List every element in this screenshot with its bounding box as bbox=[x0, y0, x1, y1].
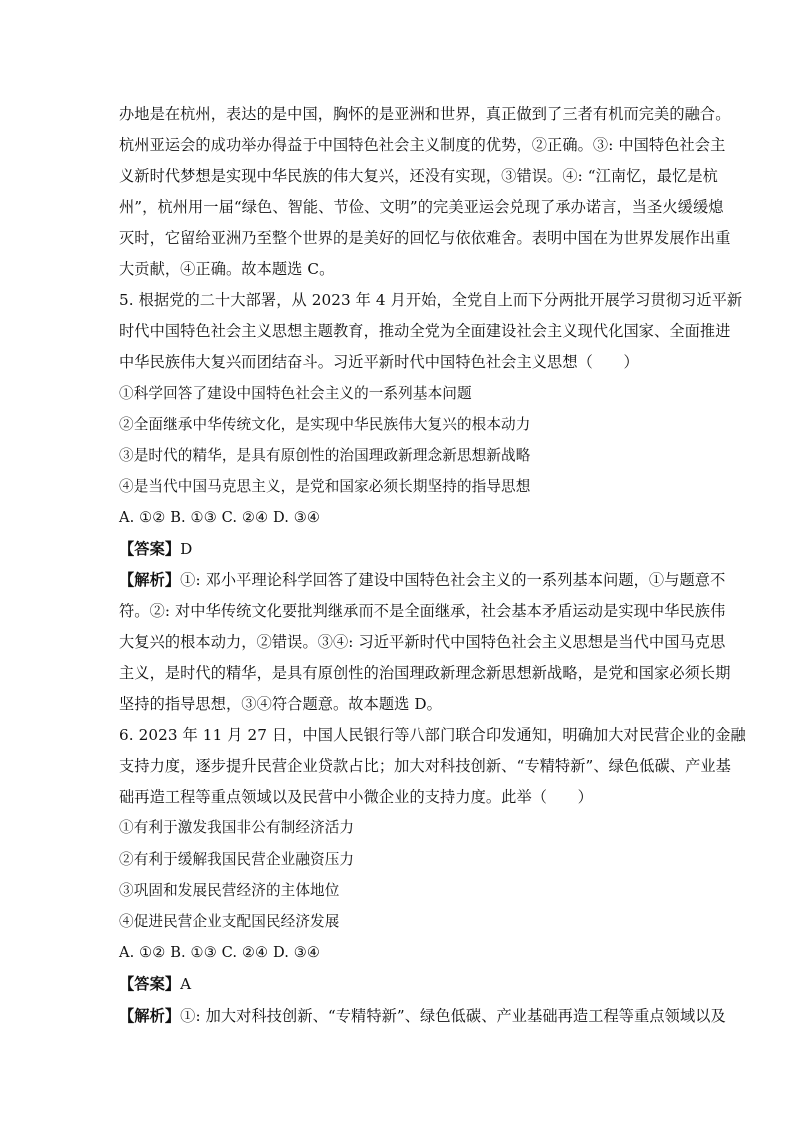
answer-label: 【答案】 bbox=[119, 975, 181, 993]
paragraph-line: 办地是在杭州，表达的是中国，胸怀的是亚洲和世界，真正做到了三者有机而完美的融合。 bbox=[119, 105, 731, 123]
analysis-label: 【解析】 bbox=[119, 1007, 181, 1025]
question-5-stem: 中华民族伟大复兴而团结奋斗。习近平新时代中国特色社会主义思想（ ） bbox=[119, 353, 639, 371]
paragraph-line: 灭时，它留给亚洲乃至整个世界的是美好的回忆与依依难舍。表明中国在为世界发展作出重 bbox=[119, 229, 731, 247]
question-5-analysis: 大复兴的根本动力，②错误。③④: 习近平新时代中国特色社会主义思想是当代中国马克思 bbox=[119, 633, 726, 651]
question-6-stem: 6. 2023 年 11 月 27 日，中国人民银行等八部门联合印发通知，明确加大对民营企业的金融 bbox=[119, 726, 746, 744]
analysis-text: ①: 加大对科技创新、“专精特新”、绿色低碳、产业基础再造工程等重点领域以及 bbox=[180, 1007, 726, 1025]
question-5-analysis bbox=[119, 570, 726, 590]
question-6-choices: A. ①② B. ①③ C. ②④ D. ③④ bbox=[119, 944, 321, 961]
question-6-analysis bbox=[119, 1006, 726, 1026]
question-6-option-1: ①有利于激发我国非公有制经济活力 bbox=[119, 819, 355, 836]
paragraph-line: 杭州亚运会的成功举办得益于中国特色社会主义制度的优势，②正确。③: 中国特色社会主 bbox=[119, 136, 726, 154]
answer-value: A bbox=[180, 975, 192, 993]
question-5-option-2: ②全面继承中华传统文化，是实现中华民族伟大复兴的根本动力 bbox=[119, 416, 531, 433]
question-6-option-3: ③巩固和发展民营经济的主体地位 bbox=[119, 882, 340, 899]
paragraph-line: 大贡献，④正确。故本题选 C。 bbox=[119, 260, 335, 278]
paragraph-line: 州”，杭州用一届“绿色、智能、节俭、文明”的完美亚运会兑现了承办诺言，当圣火缓缓熄 bbox=[119, 198, 724, 216]
question-5-stem: 5. 根据党的二十大部署，从 2023 年 4 月开始，全党自上而下分两批开展学习贯彻习近平新 bbox=[119, 291, 743, 309]
answer-label: 【答案】 bbox=[119, 540, 181, 558]
question-5-option-4: ④是当代中国马克思主义，是党和国家必须长期坚持的指导思想 bbox=[119, 478, 531, 495]
question-6-answer bbox=[119, 974, 679, 994]
paragraph-line: 义新时代梦想是实现中华民族的伟大复兴，还没有实现，③错误。④: “江南忆，最忆是杭 bbox=[119, 167, 718, 185]
question-6-stem: 础再造工程等重点领域以及民营中小微企业的支持力度。此举（ ） bbox=[119, 788, 593, 806]
question-5-analysis: 坚持的指导思想，③④符合题意。故本题选 D。 bbox=[119, 695, 442, 713]
question-6-option-2: ②有利于缓解我国民营企业融资压力 bbox=[119, 851, 355, 868]
question-5-analysis: 主义，是时代的精华，是具有原创性的治国理政新理念新思想新战略，是党和国家必须长期 bbox=[119, 664, 731, 682]
question-5-analysis: 符。②: 对中华传统文化要批判继承而不是全面继承，社会基本矛盾运动是实现中华民族伟 bbox=[119, 602, 726, 620]
question-5-answer bbox=[119, 539, 679, 559]
question-6-option-4: ④促进民营企业支配国民经济发展 bbox=[119, 913, 340, 930]
question-5-option-1: ①科学回答了建设中国特色社会主义的一系列基本问题 bbox=[119, 385, 472, 402]
question-5-option-3: ③是时代的精华，是具有原创性的治国理政新理念新思想新战略 bbox=[119, 447, 531, 464]
question-5-stem: 时代中国特色社会主义思想主题教育，推动全党为全面建设社会主义现代化国家、全面推进 bbox=[119, 322, 731, 340]
question-5-choices: A. ①② B. ①③ C. ②④ D. ③④ bbox=[119, 509, 321, 526]
analysis-text: ①: 邓小平理论科学回答了建设中国特色社会主义的一系列基本问题，①与题意不 bbox=[180, 571, 726, 589]
analysis-label: 【解析】 bbox=[119, 571, 181, 589]
question-6-stem: 支持力度，逐步提升民营企业贷款占比；加大对科技创新、“专精特新”、绿色低碳、产业基 bbox=[119, 757, 731, 775]
answer-value: D bbox=[180, 540, 193, 558]
